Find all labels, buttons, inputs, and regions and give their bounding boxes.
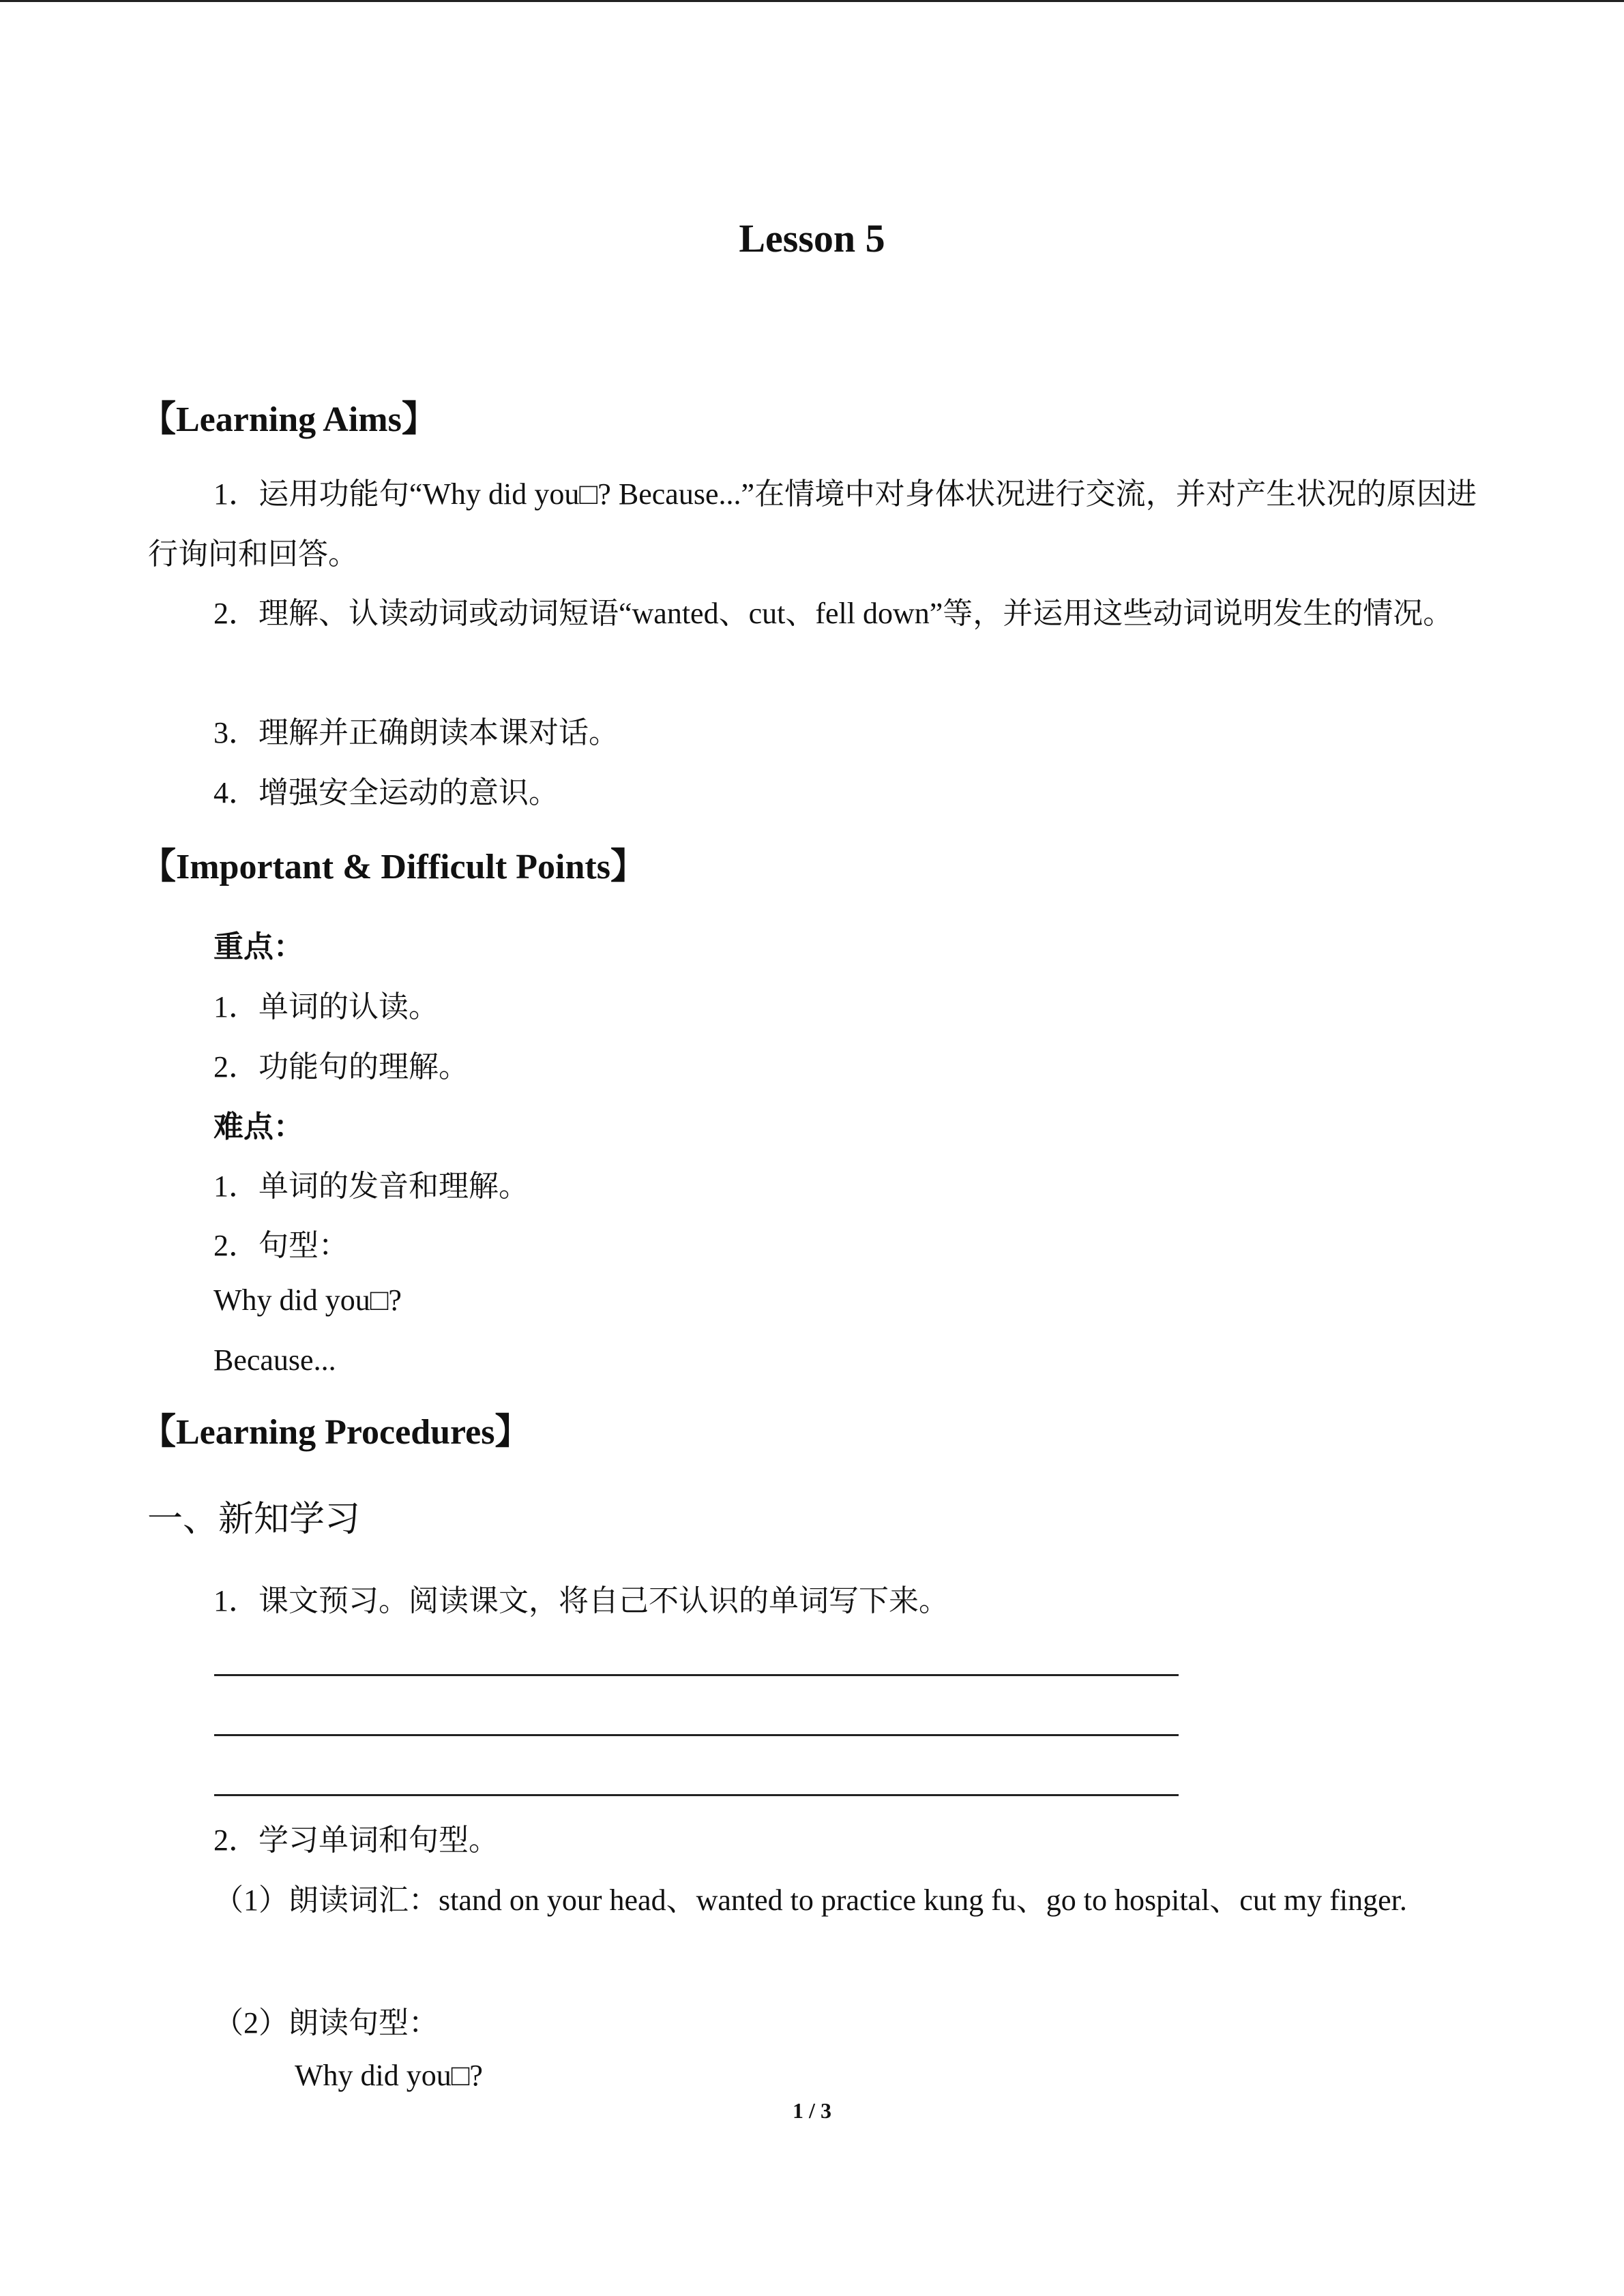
step-1-preview: 1．课文预习。阅读课文，将自己不认识的单词写下来。: [213, 1584, 949, 1617]
page-top-border: [0, 0, 1624, 2]
pattern-answer: Because...: [213, 1343, 336, 1377]
page-number: 1 / 3: [793, 2098, 831, 2123]
sentence-pattern-example: Why did you□?: [295, 2059, 483, 2092]
learning-aims-heading: 【Learning Aims】: [141, 400, 437, 439]
learning-aim-item-1: 1．运用功能句“Why did you□? Because...”在情境中对身体状况进行交流，并对产生状况的原因进行询问和回答。: [148, 477, 1477, 571]
answer-blank-line-3[interactable]: [214, 1794, 1179, 1796]
difficult-point-item-2: 2．句型：: [213, 1229, 349, 1262]
key-points-label: 重点：: [213, 930, 304, 964]
key-point-item-1: 1．单词的认读。: [213, 990, 439, 1024]
sentence-pattern-label: （2）朗读句型：: [213, 2006, 439, 2040]
page-title: Lesson 5: [739, 216, 885, 260]
section-title-new-knowledge: 一、新知学习: [147, 1500, 361, 1539]
key-point-item-2: 2．功能句的理解。: [213, 1050, 469, 1084]
points-heading: 【Important & Difficult Points】: [141, 848, 646, 886]
difficult-points-label: 难点：: [213, 1110, 304, 1144]
procedures-heading: 【Learning Procedures】: [141, 1413, 531, 1452]
answer-blank-line-2[interactable]: [214, 1734, 1179, 1736]
learning-aim-item-3: 3．理解并正确朗读本课对话。: [213, 716, 619, 749]
vocabulary-item: （1）朗读词汇：stand on your head、wanted to practice kung fu、go to hospital、cut my finger.: [213, 1883, 1407, 1917]
learning-aim-item-4: 4．增强安全运动的意识。: [213, 776, 559, 809]
learning-aim-item-2: 2．理解、认读动词或动词短语“wanted、cut、fell down”等，并运用这些动词说明发生的情况。: [213, 597, 1453, 630]
difficult-point-item-1: 1．单词的发音和理解。: [213, 1169, 529, 1203]
pattern-question: Why did you□?: [213, 1283, 402, 1317]
answer-blank-line-1[interactable]: [214, 1674, 1179, 1676]
step-2-study: 2．学习单词和句型。: [213, 1823, 499, 1857]
